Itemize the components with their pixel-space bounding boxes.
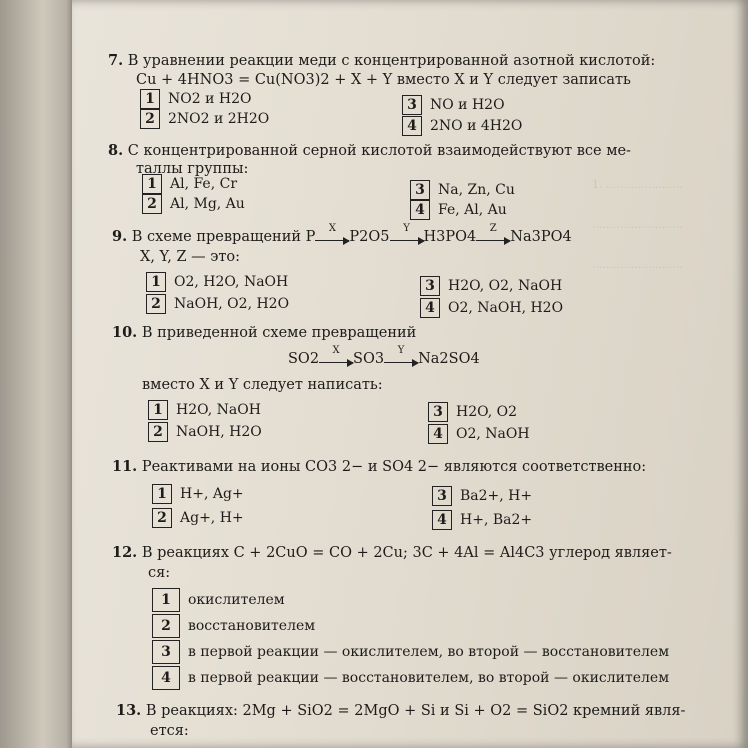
answer-text: окислителем <box>188 592 285 608</box>
answer-text: восстановителем <box>188 618 316 634</box>
answer-text: в первой реакции — окислителем, во второй — восстановителем <box>188 644 670 660</box>
answer-number-box: 3 <box>152 640 180 664</box>
answer-option-2[interactable] <box>148 422 262 442</box>
answer-text: H2O, NaOH <box>176 402 261 418</box>
answer-number-box: 4 <box>402 116 422 136</box>
show-through-text: .......................... <box>592 218 683 231</box>
answer-number-box: 2 <box>148 422 168 442</box>
answer-text: Ba2+, H+ <box>460 488 533 504</box>
answer-text: Fe, Al, Au <box>438 202 507 218</box>
scheme-substance: Na2SO4 <box>418 351 480 367</box>
question-text: В приведенной схеме превращений <box>141 325 417 341</box>
answer-text: NO2 и H2O <box>168 91 252 107</box>
answer-number-box: 1 <box>152 588 180 612</box>
arrow-label: Z <box>489 223 497 234</box>
question-11-line-1 <box>112 458 646 476</box>
scheme-substance: Na3PO4 <box>510 229 572 245</box>
question-8-line-1 <box>108 142 631 160</box>
answer-option-4[interactable] <box>152 666 669 690</box>
answer-option-4[interactable] <box>410 200 507 220</box>
answer-option-1[interactable] <box>152 588 285 612</box>
answer-option-1[interactable] <box>148 400 261 420</box>
answer-number-box: 4 <box>410 200 430 220</box>
arrow-y <box>390 223 424 241</box>
answer-text: 2NO2 и 2H2O <box>168 111 270 127</box>
question-7-line-1 <box>108 52 655 70</box>
answer-option-2[interactable] <box>140 109 269 129</box>
answer-option-1[interactable] <box>152 484 244 504</box>
answer-text: 2NO и 4H2O <box>430 118 523 134</box>
scheme-substance: SO2 <box>288 351 320 367</box>
answer-text: O2, NaOH, H2O <box>448 300 564 316</box>
question-10-line-1 <box>112 324 416 342</box>
answer-option-3[interactable] <box>428 402 517 422</box>
answer-text: Ag+, H+ <box>180 510 244 526</box>
question-text: В уравнении реакции меди с концентрированной азотной кислотой: <box>127 53 656 69</box>
scheme-substance: H3PO4 <box>423 229 477 245</box>
arrow-label: X <box>328 223 336 234</box>
answer-number-box: 2 <box>152 614 180 638</box>
answer-option-3[interactable] <box>410 180 515 200</box>
question-12-line-1 <box>112 544 672 562</box>
answer-text: H2O, O2, NaOH <box>448 278 563 294</box>
answer-option-2[interactable] <box>152 614 315 638</box>
answer-text: H+, Ba2+ <box>460 512 533 528</box>
answer-option-4[interactable] <box>432 510 532 530</box>
answer-text: Al, Fe, Cr <box>170 176 238 192</box>
scheme-substance: SO3 <box>353 351 385 367</box>
question-number: 10. <box>112 324 138 341</box>
book-page <box>72 0 748 748</box>
arrow-y <box>384 345 418 363</box>
question-7-line-2: Cu + 4HNO3 = Cu(NO3)2 + X + Y вместо X и Y следует записать <box>136 72 631 88</box>
answer-text: NaOH, H2O <box>176 424 262 440</box>
answer-text: O2, H2O, NaOH <box>174 274 289 290</box>
answer-option-2[interactable] <box>142 194 245 214</box>
question-text: Реактивами на ионы CO3 2− и SO4 2− являются соответственно: <box>141 459 647 475</box>
question-number: 11. <box>112 458 138 475</box>
answer-option-3[interactable] <box>402 95 505 115</box>
question-number: 12. <box>112 544 138 561</box>
answer-text: H+, Ag+ <box>180 486 244 502</box>
answer-option-4[interactable] <box>402 116 522 136</box>
arrow-label: X <box>332 345 340 356</box>
question-8-line-2: таллы группы: <box>136 161 249 177</box>
question-12-line-2: ся: <box>148 565 171 581</box>
arrow-label: Y <box>403 223 410 234</box>
answer-option-4[interactable] <box>420 298 563 318</box>
answer-number-box: 1 <box>148 400 168 420</box>
answer-option-3[interactable] <box>420 276 562 296</box>
answer-number-box: 4 <box>428 424 448 444</box>
answer-number-box: 1 <box>140 89 160 109</box>
answer-number-box: 2 <box>146 294 166 314</box>
answer-number-box: 4 <box>152 666 180 690</box>
answer-option-1[interactable] <box>140 89 251 109</box>
question-10-line-2: вместо X и Y следует написать: <box>142 377 383 393</box>
question-9-line-1 <box>112 223 572 246</box>
answer-number-box: 3 <box>402 95 422 115</box>
question-number: 8. <box>108 142 124 159</box>
answer-option-2[interactable] <box>152 508 244 528</box>
question-13-line-1 <box>116 702 685 720</box>
answer-number-box: 2 <box>142 194 162 214</box>
answer-number-box: 4 <box>432 510 452 530</box>
show-through-text: 1. ...................... <box>592 178 683 191</box>
answer-number-box: 3 <box>410 180 430 200</box>
answer-number-box: 1 <box>146 272 166 292</box>
answer-number-box: 1 <box>142 174 162 194</box>
answer-number-box: 1 <box>152 484 172 504</box>
answer-option-1[interactable] <box>146 272 288 292</box>
answer-option-4[interactable] <box>428 424 530 444</box>
question-number: 9. <box>112 228 128 245</box>
question-text: В схеме превращений P <box>131 229 316 245</box>
answer-option-3[interactable] <box>432 486 532 506</box>
question-text: С концентрированной серной кислотой взаимодействуют все ме- <box>127 143 631 159</box>
question-9-line-2: X, Y, Z — это: <box>140 249 241 265</box>
left-page-edge <box>0 0 78 748</box>
answer-text: Al, Mg, Au <box>170 196 245 212</box>
answer-number-box: 2 <box>140 109 160 129</box>
answer-number-box: 3 <box>420 276 440 296</box>
answer-text: NaOH, O2, H2O <box>174 296 290 312</box>
answer-number-box: 3 <box>432 486 452 506</box>
answer-text: NO и H2O <box>430 97 505 113</box>
answer-text: в первой реакции — восстановителем, во второй — окислителем <box>188 670 670 686</box>
answer-option-1[interactable] <box>142 174 237 194</box>
answer-number-box: 4 <box>420 298 440 318</box>
answer-number-box: 3 <box>428 402 448 422</box>
question-10-scheme <box>288 345 480 368</box>
answer-text: O2, NaOH <box>456 426 530 442</box>
answer-text: H2O, O2 <box>456 404 518 420</box>
question-number: 13. <box>116 702 142 719</box>
scheme-substance: P2O5 <box>349 229 390 245</box>
arrow-z <box>476 223 510 241</box>
question-text: В реакциях C + 2CuO = CO + 2Cu; 3C + 4Al = Al4C3 углерод являет- <box>141 545 672 561</box>
arrow-x <box>315 223 349 241</box>
arrow-x <box>319 345 353 363</box>
question-13-line-2: ется: <box>150 723 189 739</box>
answer-option-2[interactable] <box>146 294 289 314</box>
answer-option-3[interactable] <box>152 640 669 664</box>
show-through-text: .......................... <box>592 258 683 271</box>
question-text: В реакциях: 2Mg + SiO2 = 2MgO + Si и Si + O2 = SiO2 кремний явля- <box>145 703 686 719</box>
answer-number-box: 2 <box>152 508 172 528</box>
question-number: 7. <box>108 52 124 69</box>
answer-text: Na, Zn, Cu <box>438 182 515 198</box>
arrow-label: Y <box>397 345 405 356</box>
